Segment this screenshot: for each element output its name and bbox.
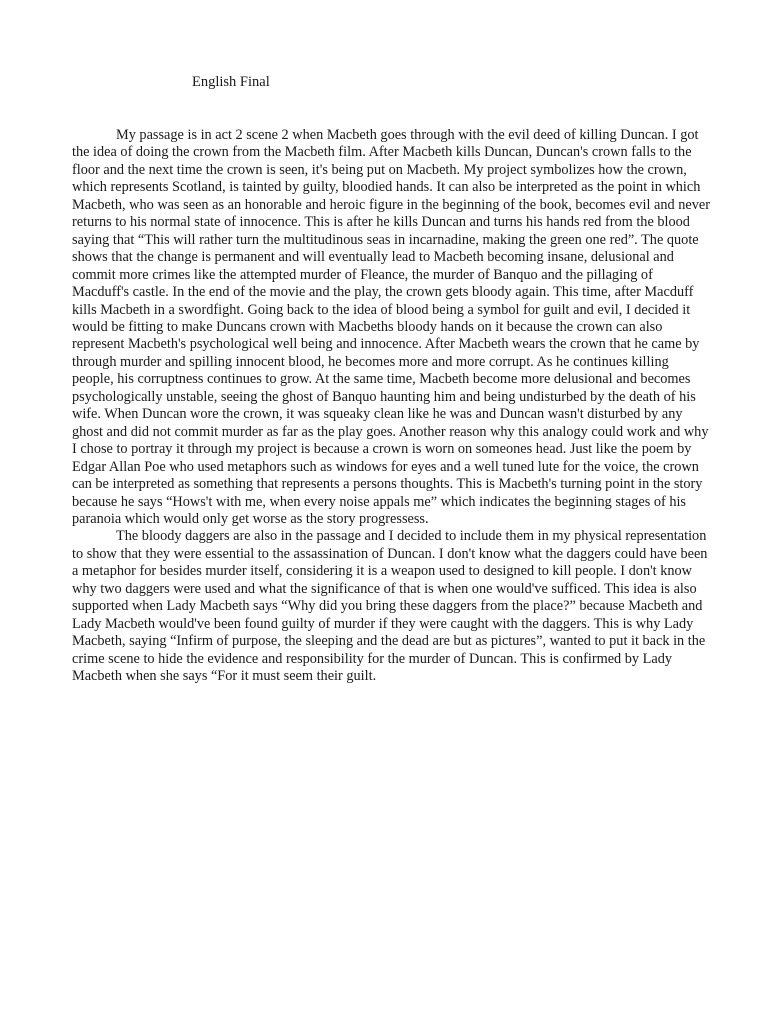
paragraph-daggers: The bloody daggers are also in the passage and I decided to include them in my physical representation to show that they were essential to the assassination of Duncan. I don't know what the daggers could have been a metaphor for besides murder itself, considering it is a weapon used to designed to kill people. I don't know why two daggers were used and what the significance of that is when one would've sufficed. This idea is also supported when Lady Macbeth says “Why did you bring these daggers from the place?” because Macbeth and Lady Macbeth would've been found guilty of murder if they were caught with the daggers. This is why Lady Macbeth, saying “Infirm of purpose, the sleeping and the dead are but as pictures”, wanted to put it back in the crime scene to hide the evidence and responsibility for the murder of Duncan. This is confirmed by Lady Macbeth when she says “For it must seem their guilt. [72,528,708,685]
document-title: English Final [192,74,270,90]
document-body [72,127,712,686]
paragraph-crown: My passage is in act 2 scene 2 when Macbeth goes through with the evil deed of killing Duncan. I got the idea of doing the crown from the Macbeth film. After Macbeth kills Duncan, Duncan's crown falls to the floor and the next time the crown is seen, it's being put on Macbeth. My project symbolizes how the crown, which represents Scotland, is tainted by guilty, bloodied hands. It can also be interpreted as the point in which Macbeth, who was seen as an honorable and heroic figure in the beginning of the book, becomes evil and never returns to his normal state of innocence. This is after he kills Duncan and turns his hands red from the blood saying that “This will rather turn the multitudinous seas in incarnadine, making the green one red”. The quote shows that the change is permanent and will eventually lead to Macbeth becoming insane, delusional and commit more crimes like the attempted murder of Fleance, the murder of Banquo and the pillaging of Macduff's castle. In the end of the movie and the play, the crown gets bloody again. This time, after Macduff kills Macbeth in a swordfight. Going back to the idea of blood being a symbol for guilt and evil, I decided it would be fitting to make Duncans crown with Macbeths bloody hands on it because the crown can also represent Macbeth's psychological well being and innocence. After Macbeth wears the crown that he came by through murder and spilling innocent blood, he becomes more and more corrupt. As he continues killing people, his corruptness continues to grow. At the same time, Macbeth become more delusional and becomes psychologically unstable, seeing the ghost of Banquo haunting him and being undisturbed by the death of his wife. When Duncan wore the crown, it was squeaky clean like he was and Duncan wasn't disturbed by any ghost and did not commit murder as far as the play goes. Another reason why this analogy could work and why I chose to portray it through my project is because a crown is worn on someones head. Just like the poem by Edgar Allan Poe who used metaphors such as windows for eyes and a well tuned lute for the voice, the crown can be interpreted as something that represents a persons thoughts. This is Macbeth's turning point in the story because he says “Hows't with me, when every noise appals me” which indicates the beginning stages of his paranoia which would only get worse as the story progressess. [72,127,710,527]
